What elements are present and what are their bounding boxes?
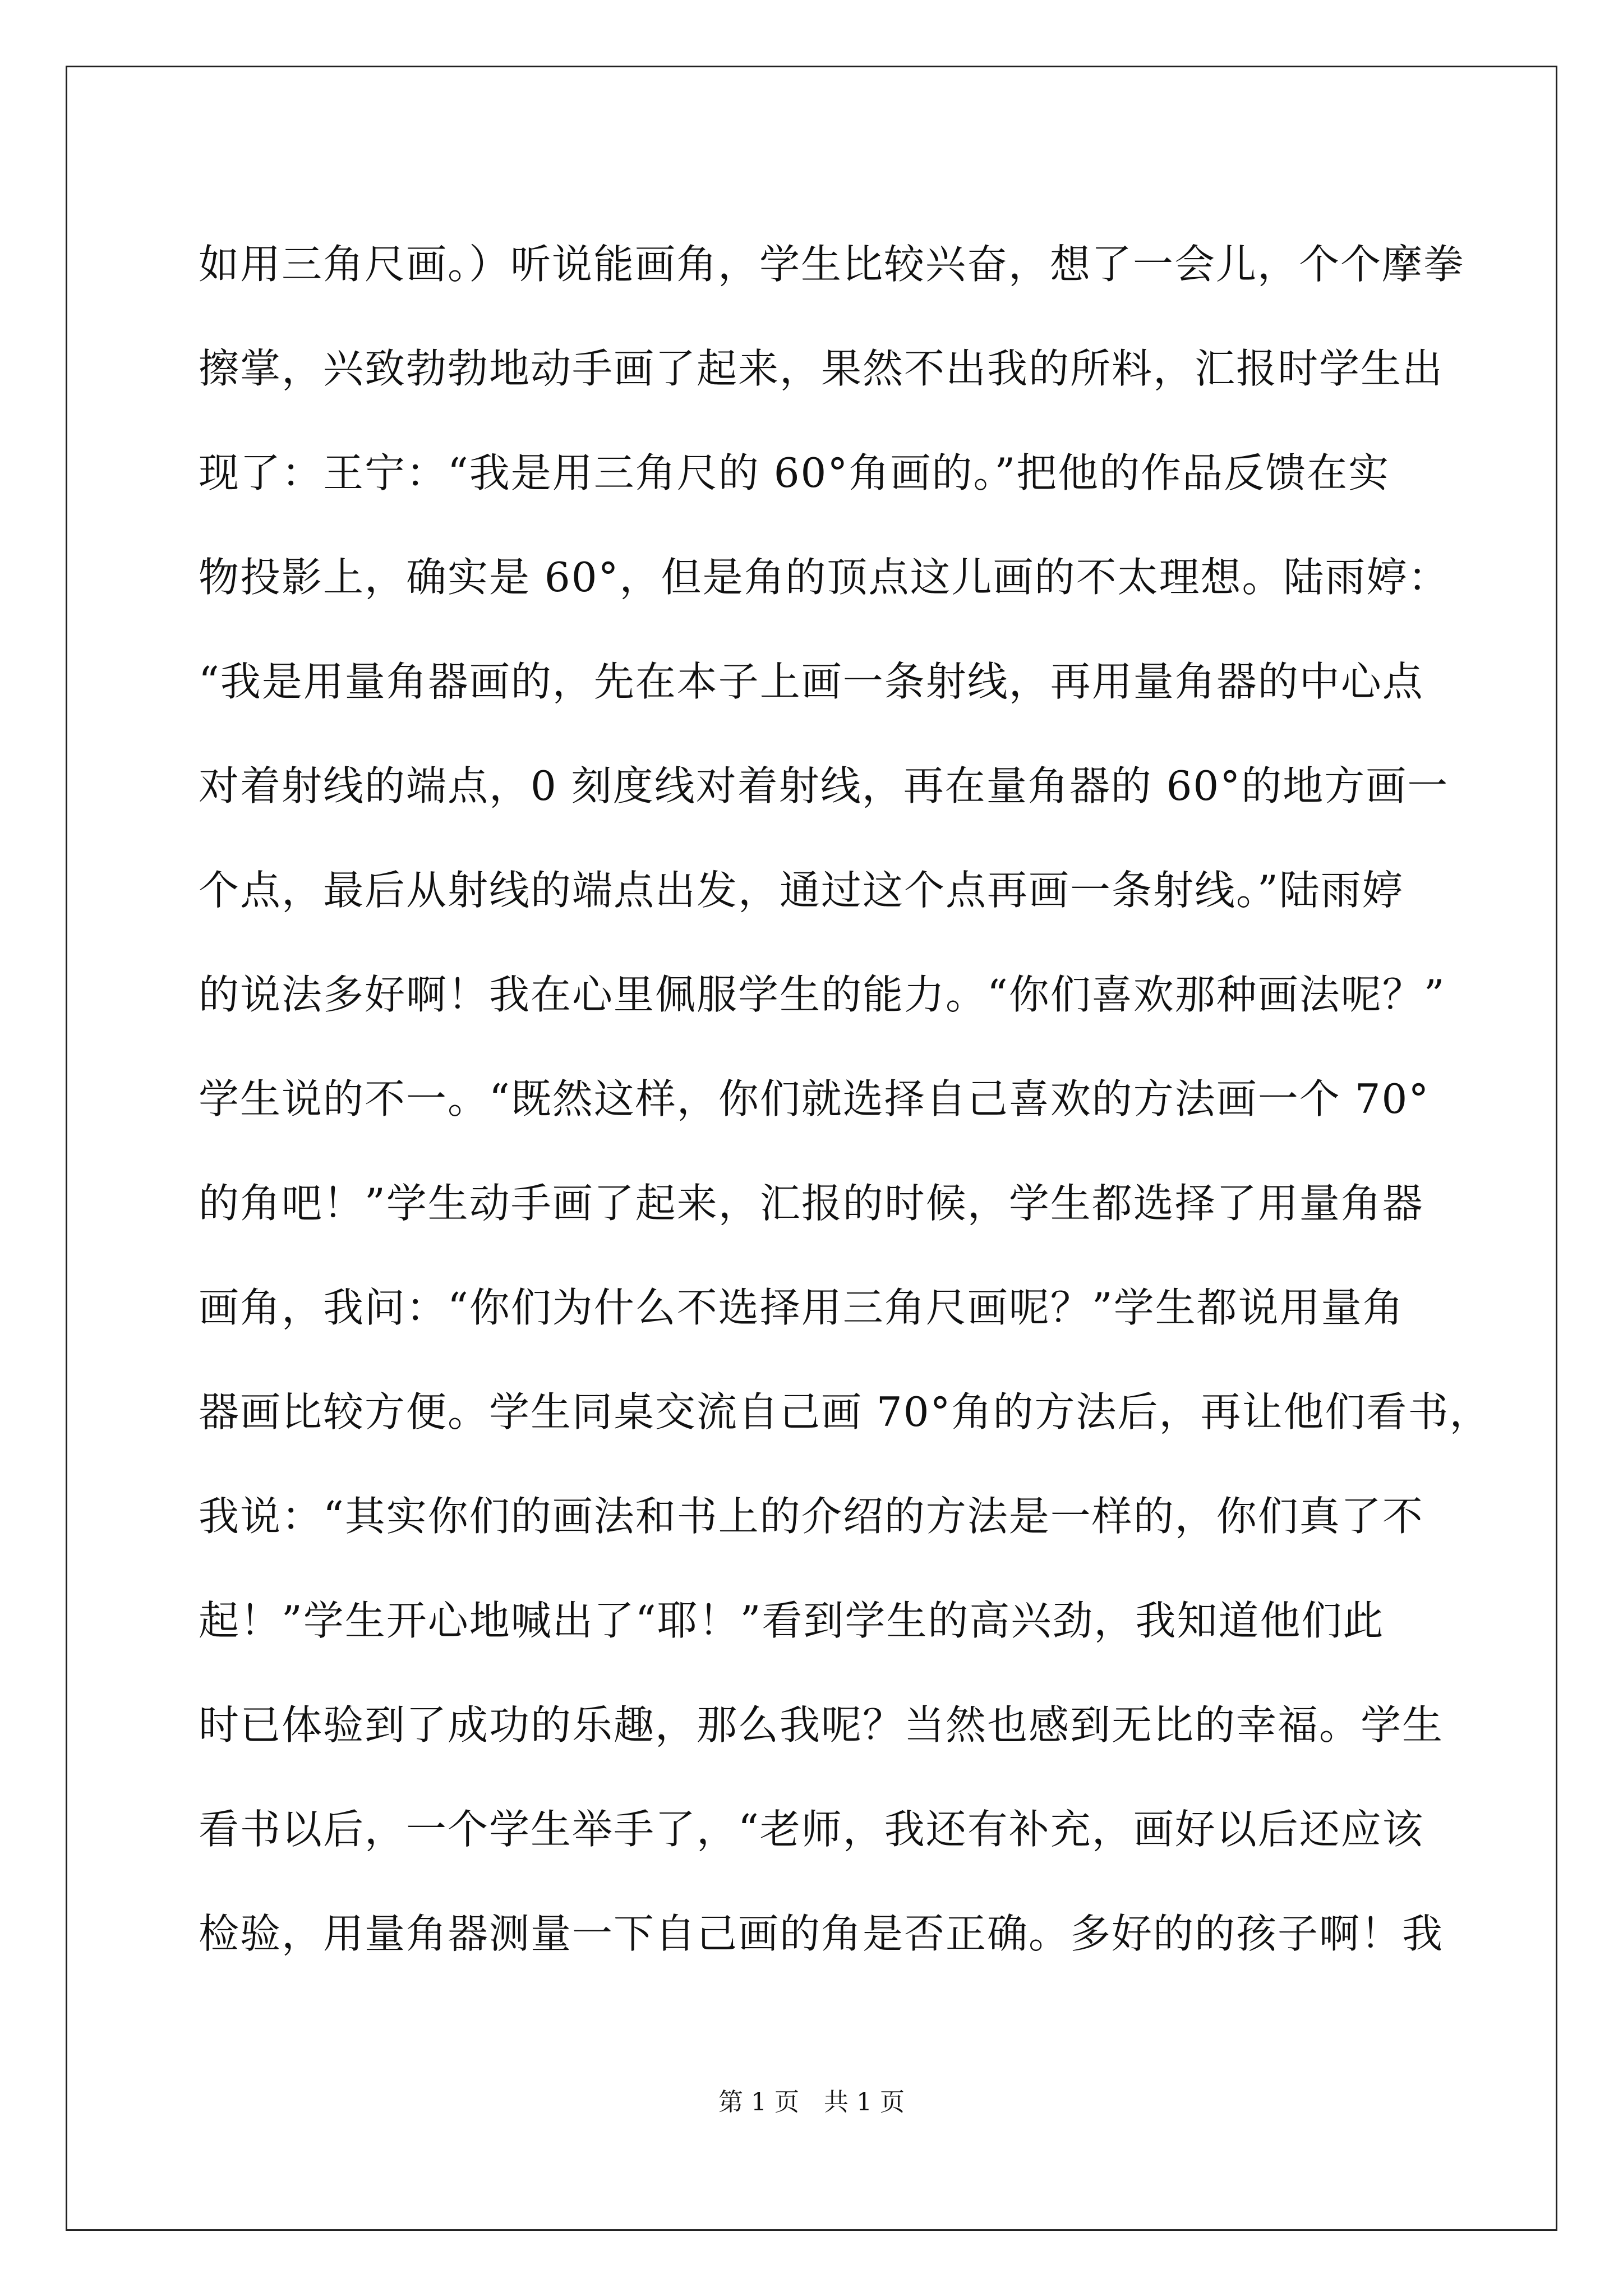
text-line: 画角，我问：“你们为什么不选择用三角尺画呢？”学生都说用量角 xyxy=(199,1284,1404,1331)
text-line: 起！”学生开心地喊出了“耶！”看到学生的高兴劲，我知道他们此 xyxy=(199,1597,1385,1644)
text-line: 我说：“其实你们的画法和书上的介绍的方法是一样的，你们真了不 xyxy=(199,1493,1424,1540)
text-line: 检验，用量角器测量一下自己画的角是否正确。多好的的孩子啊！我 xyxy=(199,1910,1444,1957)
body-text xyxy=(199,212,1491,1986)
text-line: 如用三角尺画。）听说能画角，学生比较兴奋，想了一会儿，个个摩拳 xyxy=(199,241,1465,288)
text-line: 器画比较方便。学生同桌交流自己画 70°角的方法后，再让他们看书， xyxy=(199,1388,1491,1435)
text-line: 物投影上，确实是 60°，但是角的顶点这儿画的不太理想。陆雨婷： xyxy=(199,554,1450,601)
text-line: 时已体验到了成功的乐趣，那么我呢？当然也感到无比的幸福。学生 xyxy=(199,1701,1444,1749)
text-line: 学生说的不一。“既然这样，你们就选择自己喜欢的方法画一个 70° xyxy=(199,1075,1430,1122)
page-number-footer: 第 1 页 共 1 页 xyxy=(718,2088,905,2116)
text-line: 的角吧！”学生动手画了起来，汇报的时候，学生都选择了用量角器 xyxy=(199,1180,1424,1227)
text-line: 的说法多好啊！我在心里佩服学生的能力。“你们喜欢那种画法呢？” xyxy=(199,971,1446,1018)
text-line: 对着射线的端点，0 刻度线对着射线，再在量角器的 60°的地方画一 xyxy=(199,762,1449,809)
text-line: “我是用量角器画的，先在本子上画一条射线，再用量角器的中心点 xyxy=(199,658,1424,705)
text-line: 看书以后，一个学生举手了，“老师，我还有补充，画好以后还应该 xyxy=(199,1806,1424,1853)
text-line: 现了：王宁：“我是用三角尺的 60°角画的。”把他的作品反馈在实 xyxy=(199,449,1390,496)
text-line: 擦掌，兴致勃勃地动手画了起来，果然不出我的所料，汇报时学生出 xyxy=(199,345,1444,392)
text-line: 个点，最后从射线的端点出发，通过这个点再画一条射线。”陆雨婷 xyxy=(199,867,1404,914)
